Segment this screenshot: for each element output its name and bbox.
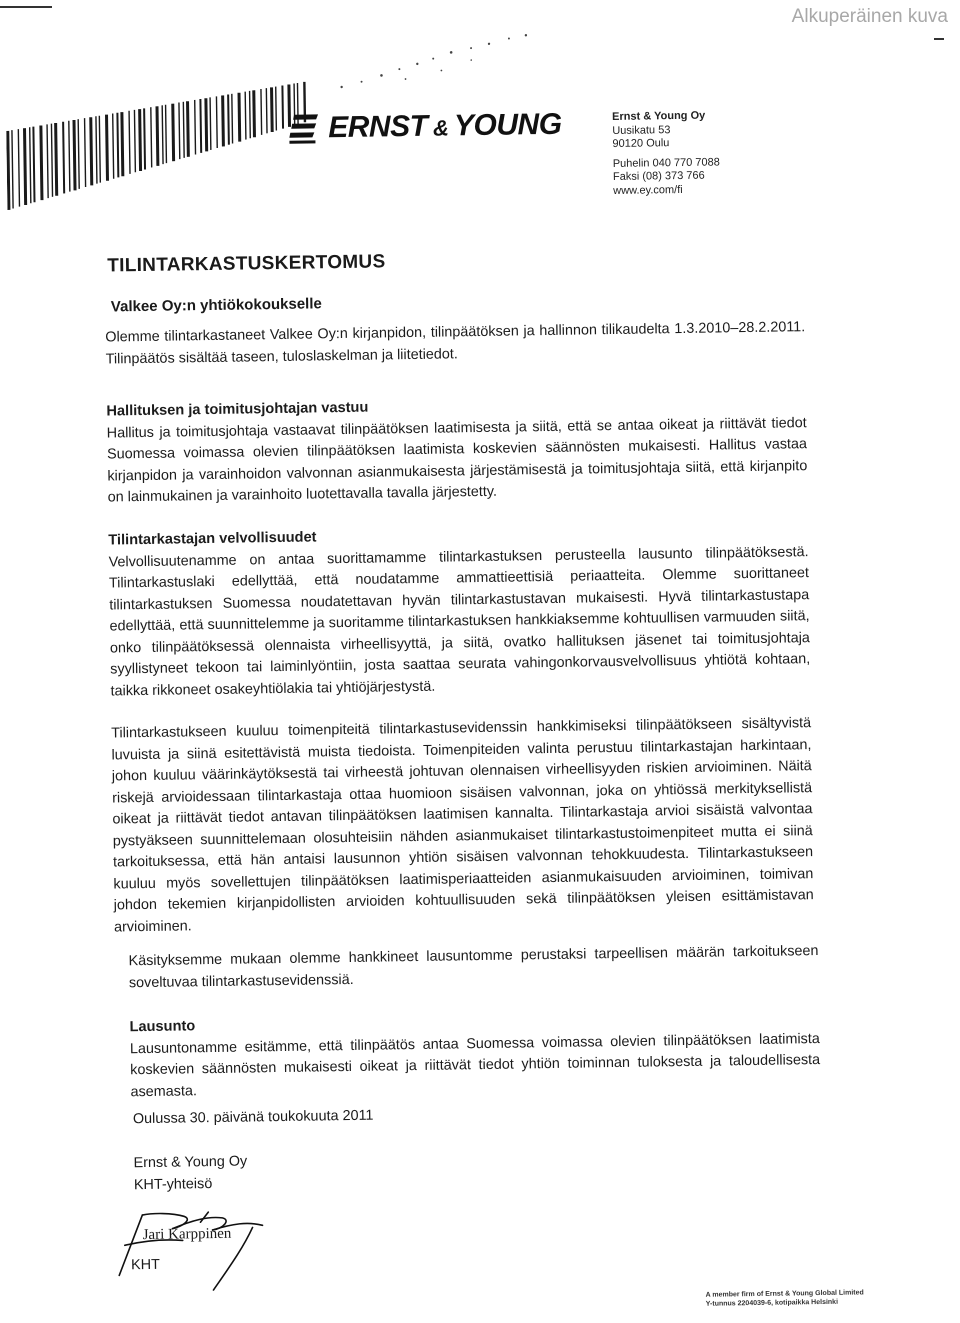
footer-business-id: Y-tunnus 2204039-6, kotipaikka Helsinki	[705, 1298, 839, 1308]
scan-specks	[321, 29, 542, 102]
section-evidence	[128, 941, 819, 994]
section-auditor-body: Velvollisuutenamme on antaa suorittamamme tilintarkastuksen perusteella lausunto tilinpäätöksestä. Tilintarkastuslaki edellyttää, että noudatamme ammattieettisiä periaatteita. Olemme suorittaneet tilintarkastuksen Suomessa noudatettavan hyvän tilintarkastustavan mukaisesti. Hyvä tilintarkastustapa edellyttää, että suunnittelemme ja suoritamme tilintarkastuksen hankkiaksemme kohtuullisen varmuuden siitä, onko tilinpäätöksessä olennaista virheellisyyttä, ja siitä, ovatko hallituksen jäsenet tai toimitusjohtaja syyllistyneet tekoon tai laiminlyöntiin, josta saattaa seurata vahingonkorvausvelvollisuus yhtiötä kohtaan, taikka rikkoneet osakeyhtiölakia tai yhtiöjärjestystä.	[108, 543, 811, 699]
logo-ampersand: &	[427, 115, 455, 141]
intro-paragraph-block	[105, 317, 806, 370]
section-audit-procedures	[111, 713, 814, 938]
place-date: Oulussa 30. päivänä toukokuuta 2011	[132, 1107, 374, 1128]
ey-logo-icon	[288, 112, 322, 145]
section-board-heading: Hallituksen ja toimitusjohtajan vastuu	[106, 399, 369, 420]
footer-legal	[706, 1288, 864, 1308]
ernst-young-logo	[288, 108, 562, 146]
document-recipient: Valkee Oy:n yhtiökokoukselle	[110, 295, 322, 316]
original-image-stamp: Alkuperäinen kuva	[791, 6, 948, 27]
document-title: TILINTARKASTUSKERTOMUS	[107, 251, 386, 277]
handwritten-signature	[112, 1203, 273, 1295]
section-auditor-heading: Tilintarkastajan velvollisuudet	[108, 529, 317, 549]
section-evidence-body: Käsityksemme mukaan olemme hankkineet lausuntomme perustaksi tarpeellisen määrän tarkoitukseen soveltuvaa tilintarkastusevidenssiä.	[128, 943, 819, 991]
firm-type: KHT-yhteisö	[133, 1176, 213, 1194]
section-opinion-body: Lausuntonamme esitämme, että tilinpäätös antaa Suomessa voimassa olevien tilinpäätöksen laatimista koskevien säännösten mukaisesti oikeat ja riittävät tiedot yhtiön toiminnan tuloksesta ja taloudellisesta asemasta.	[129, 1030, 821, 1100]
address-phone: Puhelin 040 770 7088	[612, 156, 720, 170]
section-opinion-heading: Lausunto	[129, 1018, 196, 1036]
signer-name: Jari Karppinen	[142, 1225, 232, 1244]
section-auditor-duties	[108, 520, 810, 702]
footer-member-line: A member firm of Ernst & Young Global Limited	[705, 1289, 864, 1299]
signer-title: KHT	[130, 1256, 161, 1274]
intro-paragraph: Olemme tilintarkastaneet Valkee Oy:n kirjanpidon, tilinpäätöksen ja hallinnon tilikaudelta 1.3.2010–28.2.2011. Tilinpäätös sisältää taseen, tuloslaskelman ja liitetiedot.	[105, 319, 806, 368]
firm-name: Ernst & Young Oy	[133, 1153, 248, 1172]
address-street: Uusikatu 53	[612, 123, 671, 137]
company-address	[612, 109, 720, 198]
section-board-body: Hallitus ja toimitusjohtaja vastaavat tilinpäätöksen laatimisesta ja siitä, että se antaa oikeat ja riittävät tiedot Suomessa voimassa olevien tilinpäätöksen laatimista koskevien säännösten mukaisesti. Hallitus vastaa kirjanpidon ja varainhoidon valvonnan asianmukaisesta järjestämisestä ja toimitusjohtaja siitä, että kirjanpito on lainmukainen ja varainhoito luotettavalla tavalla järjestetty.	[106, 414, 808, 506]
address-postal: 90120 Oulu	[612, 137, 670, 151]
section-opinion	[129, 1007, 820, 1103]
address-fax: Faksi (08) 373 766	[612, 169, 705, 184]
address-web: www.ey.com/fi	[613, 183, 683, 197]
section-board-responsibility	[106, 391, 808, 509]
address-company: Ernst & Young Oy	[612, 109, 706, 123]
logo-name-second: YOUNG	[453, 107, 562, 143]
barcode-graphic	[6, 81, 308, 210]
section-audit-procedures-body: Tilintarkastukseen kuuluu toimenpiteitä tilintarkastusevidenssin hankkimiseksi tilinpäätökseen sisältyvistä luvuista ja siinä esitettävistä muista tiedoista. Toimenpiteiden valinta perustuu tilintarkastajan harkintaan, johon kuuluu väärinkäytöksestä tai virheestä johtuvan olennaisen virheellisyyden riskien arvioiminen. Näitä riskejä arvioidessaan tilintarkastaja ottaa huomioon sisäisen valvonnan, joka on yhtiössä merkityksellistä oikeat ja riittävät tiedot antavan tilinpäätöksen laatimisen kannalta. Tilintarkastaja arvioi sisäistä valvontaa pystyäkseen suunnittelemaan olosuhteisiin nähden asianmukaiset tilintarkastustoimenpiteet mutta ei siinä tarkoituksessa, että hän antaisi lausunnon yhtiön sisäisen valvonnan tehokkuudesta. Tilintarkastukseen kuuluu myös sovellettujen tilinpäätöksen laatimisperiaatteiden asianmukaisuuden arvioiminen, toimivan johdon tekemien kirjanpidollisten arvioiden kohtuullisuuden sekä tilinpäätöksen yleisen esittämistavan arvioiminen.	[111, 715, 814, 935]
logo-name-main: ERNST	[327, 109, 428, 145]
